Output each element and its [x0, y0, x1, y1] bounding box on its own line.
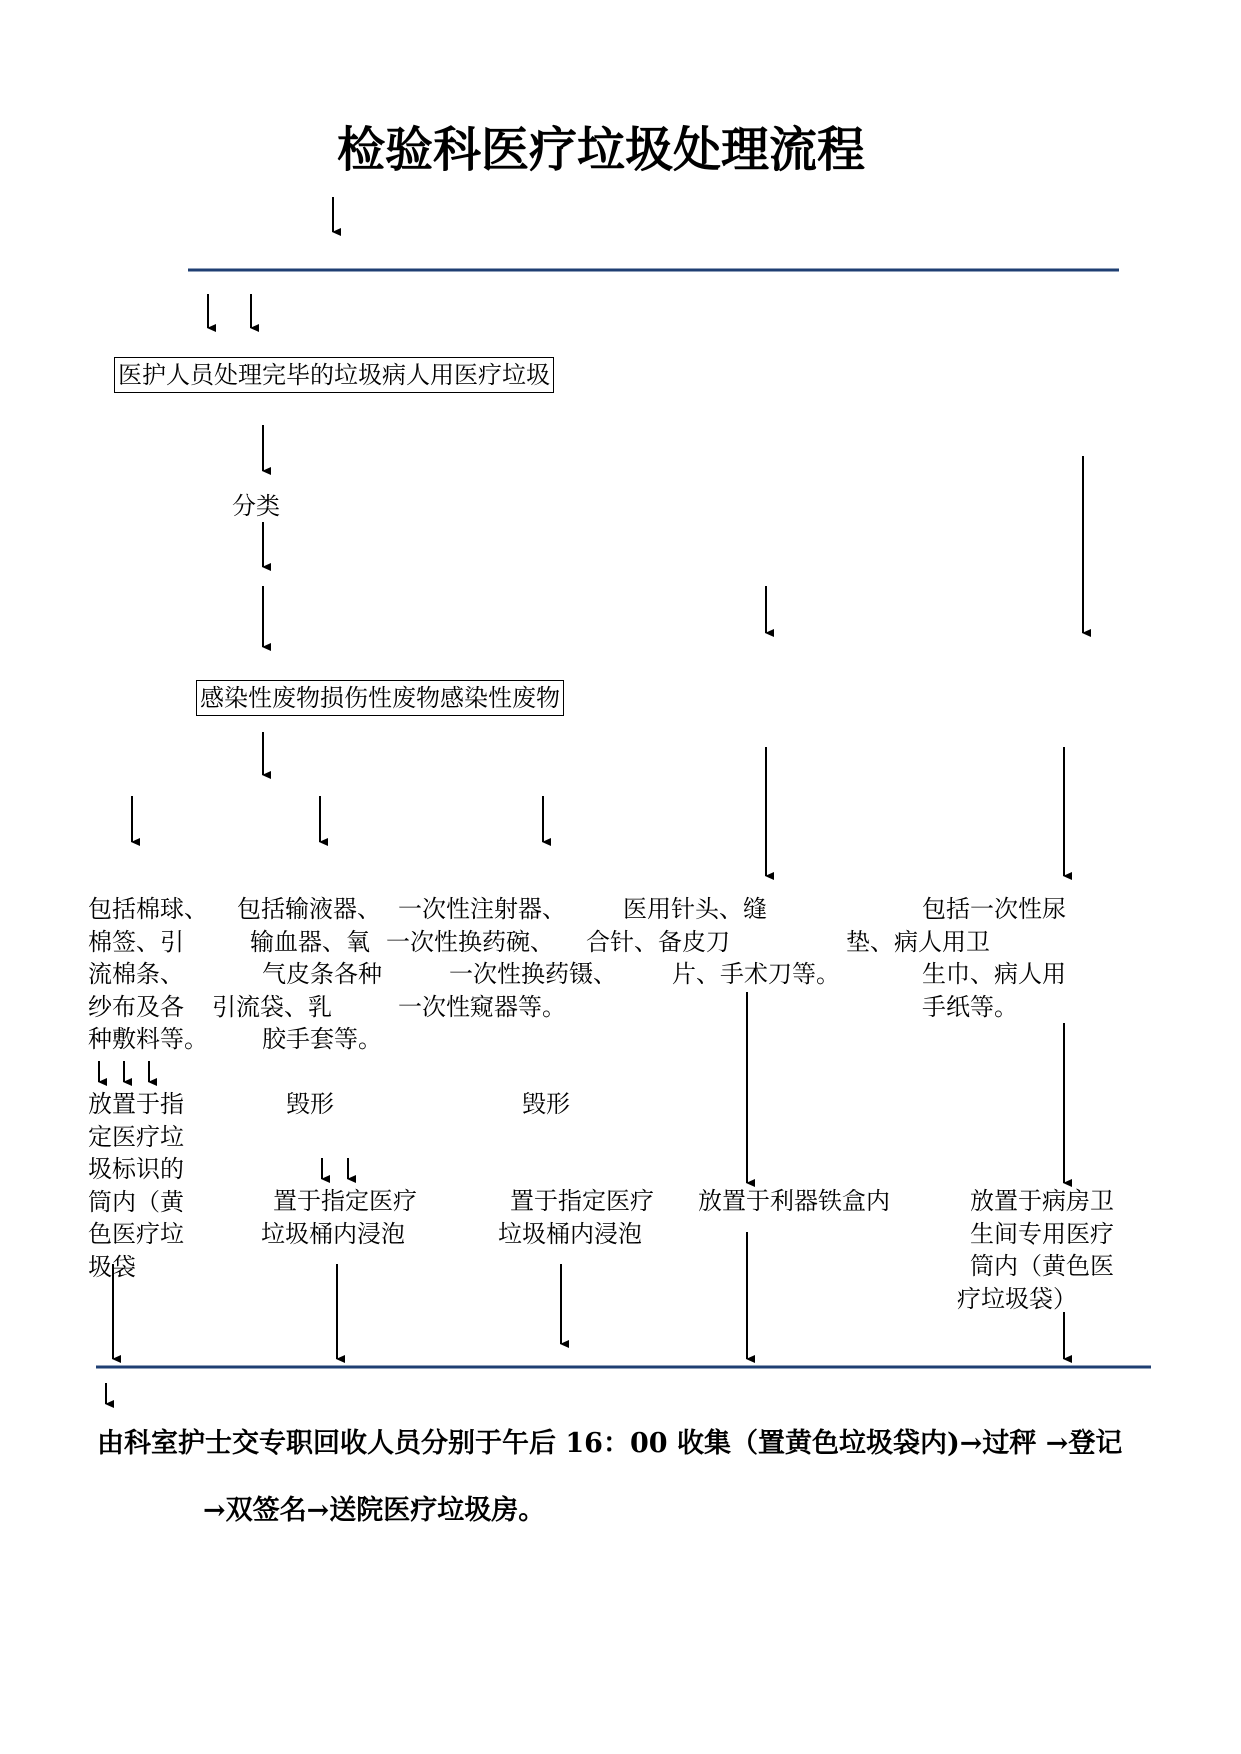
item-line: 引流袋、乳: [212, 992, 332, 1021]
placement-line: 筒内（黄色医: [970, 1252, 1114, 1280]
item-sharps: [586, 893, 840, 991]
final-line-2: →双签名→送院医疗垃圾房。: [203, 1495, 546, 1526]
item-line: 一次性换药碗、: [386, 927, 554, 956]
categories-box: 感染性废物损伤性废物感染性废物: [196, 680, 564, 716]
item-cotton: [88, 893, 208, 1056]
placement-line: 放置于指: [88, 1090, 184, 1118]
item-line: 包括输液器、: [237, 895, 381, 923]
item-line: 输血器、氧: [250, 927, 370, 956]
item-line: 一次性窥器等。: [398, 992, 566, 1021]
placement-sharps-box: 放置于利器铁盒内: [698, 1187, 890, 1215]
placement-line: 垃圾桶内浸泡: [261, 1219, 405, 1248]
placement-line: 放置于病房卫: [970, 1187, 1114, 1215]
item-line: 胶手套等。: [262, 1025, 382, 1053]
placement-line: 定医疗垃: [88, 1122, 184, 1151]
item-line: 手纸等。: [922, 992, 1018, 1021]
item-line: 种敷料等。: [88, 1025, 208, 1053]
classify-label: 分类: [232, 492, 280, 520]
item-line: 一次性换药镊、: [449, 960, 617, 988]
placement-line: 色医疗垃: [88, 1220, 184, 1248]
placement-line: 疗垃圾袋）: [957, 1284, 1077, 1313]
item-line: 片、手术刀等。: [672, 960, 840, 988]
item-line: 棉签、引: [88, 927, 184, 956]
placement-line: 垃圾桶内浸泡: [498, 1219, 642, 1248]
placement-line: 圾标识的: [88, 1155, 184, 1183]
page-title: 检验科医疗垃圾处理流程: [337, 122, 866, 178]
placement-soak-2: [498, 1185, 654, 1250]
item-line: 医用针头、缝: [623, 895, 767, 923]
item-syringe: [386, 893, 617, 1023]
placement-soak-1: [261, 1185, 417, 1250]
placement-line: 置于指定医疗: [510, 1187, 654, 1215]
item-ward: [846, 893, 1066, 1023]
item-line: 流棉条、: [88, 960, 184, 988]
item-line: 包括棉球、: [88, 895, 208, 923]
placement-line: 圾袋: [88, 1252, 136, 1281]
item-line: 生巾、病人用: [922, 960, 1066, 988]
placement-yellow-bag: [88, 1088, 184, 1283]
item-line: 气皮条各种: [262, 960, 382, 988]
final-line-1: 由科室护士交专职回收人员分别于午后 16：00 收集（置黄色垃圾袋内)→过秤 →登记: [97, 1428, 1123, 1459]
item-infusion: [212, 893, 382, 1056]
placement-line: 生间专用医疗: [970, 1219, 1114, 1248]
placement-line: 筒内（黄: [88, 1187, 184, 1216]
placement-ward-bin: [957, 1185, 1114, 1315]
sources-box: 医护人员处理完毕的垃圾病人用医疗垃圾: [114, 357, 554, 393]
destroy-label-1: 毁形: [286, 1090, 334, 1118]
item-line: 垫、病人用卫: [846, 927, 990, 956]
item-line: 纱布及各: [88, 992, 184, 1021]
item-line: 一次性注射器、: [398, 895, 566, 923]
item-line: 合针、备皮刀: [586, 927, 730, 956]
placement-line: 置于指定医疗: [273, 1187, 417, 1215]
item-line: 包括一次性尿: [922, 895, 1066, 923]
destroy-label-2: 毁形: [522, 1090, 570, 1118]
